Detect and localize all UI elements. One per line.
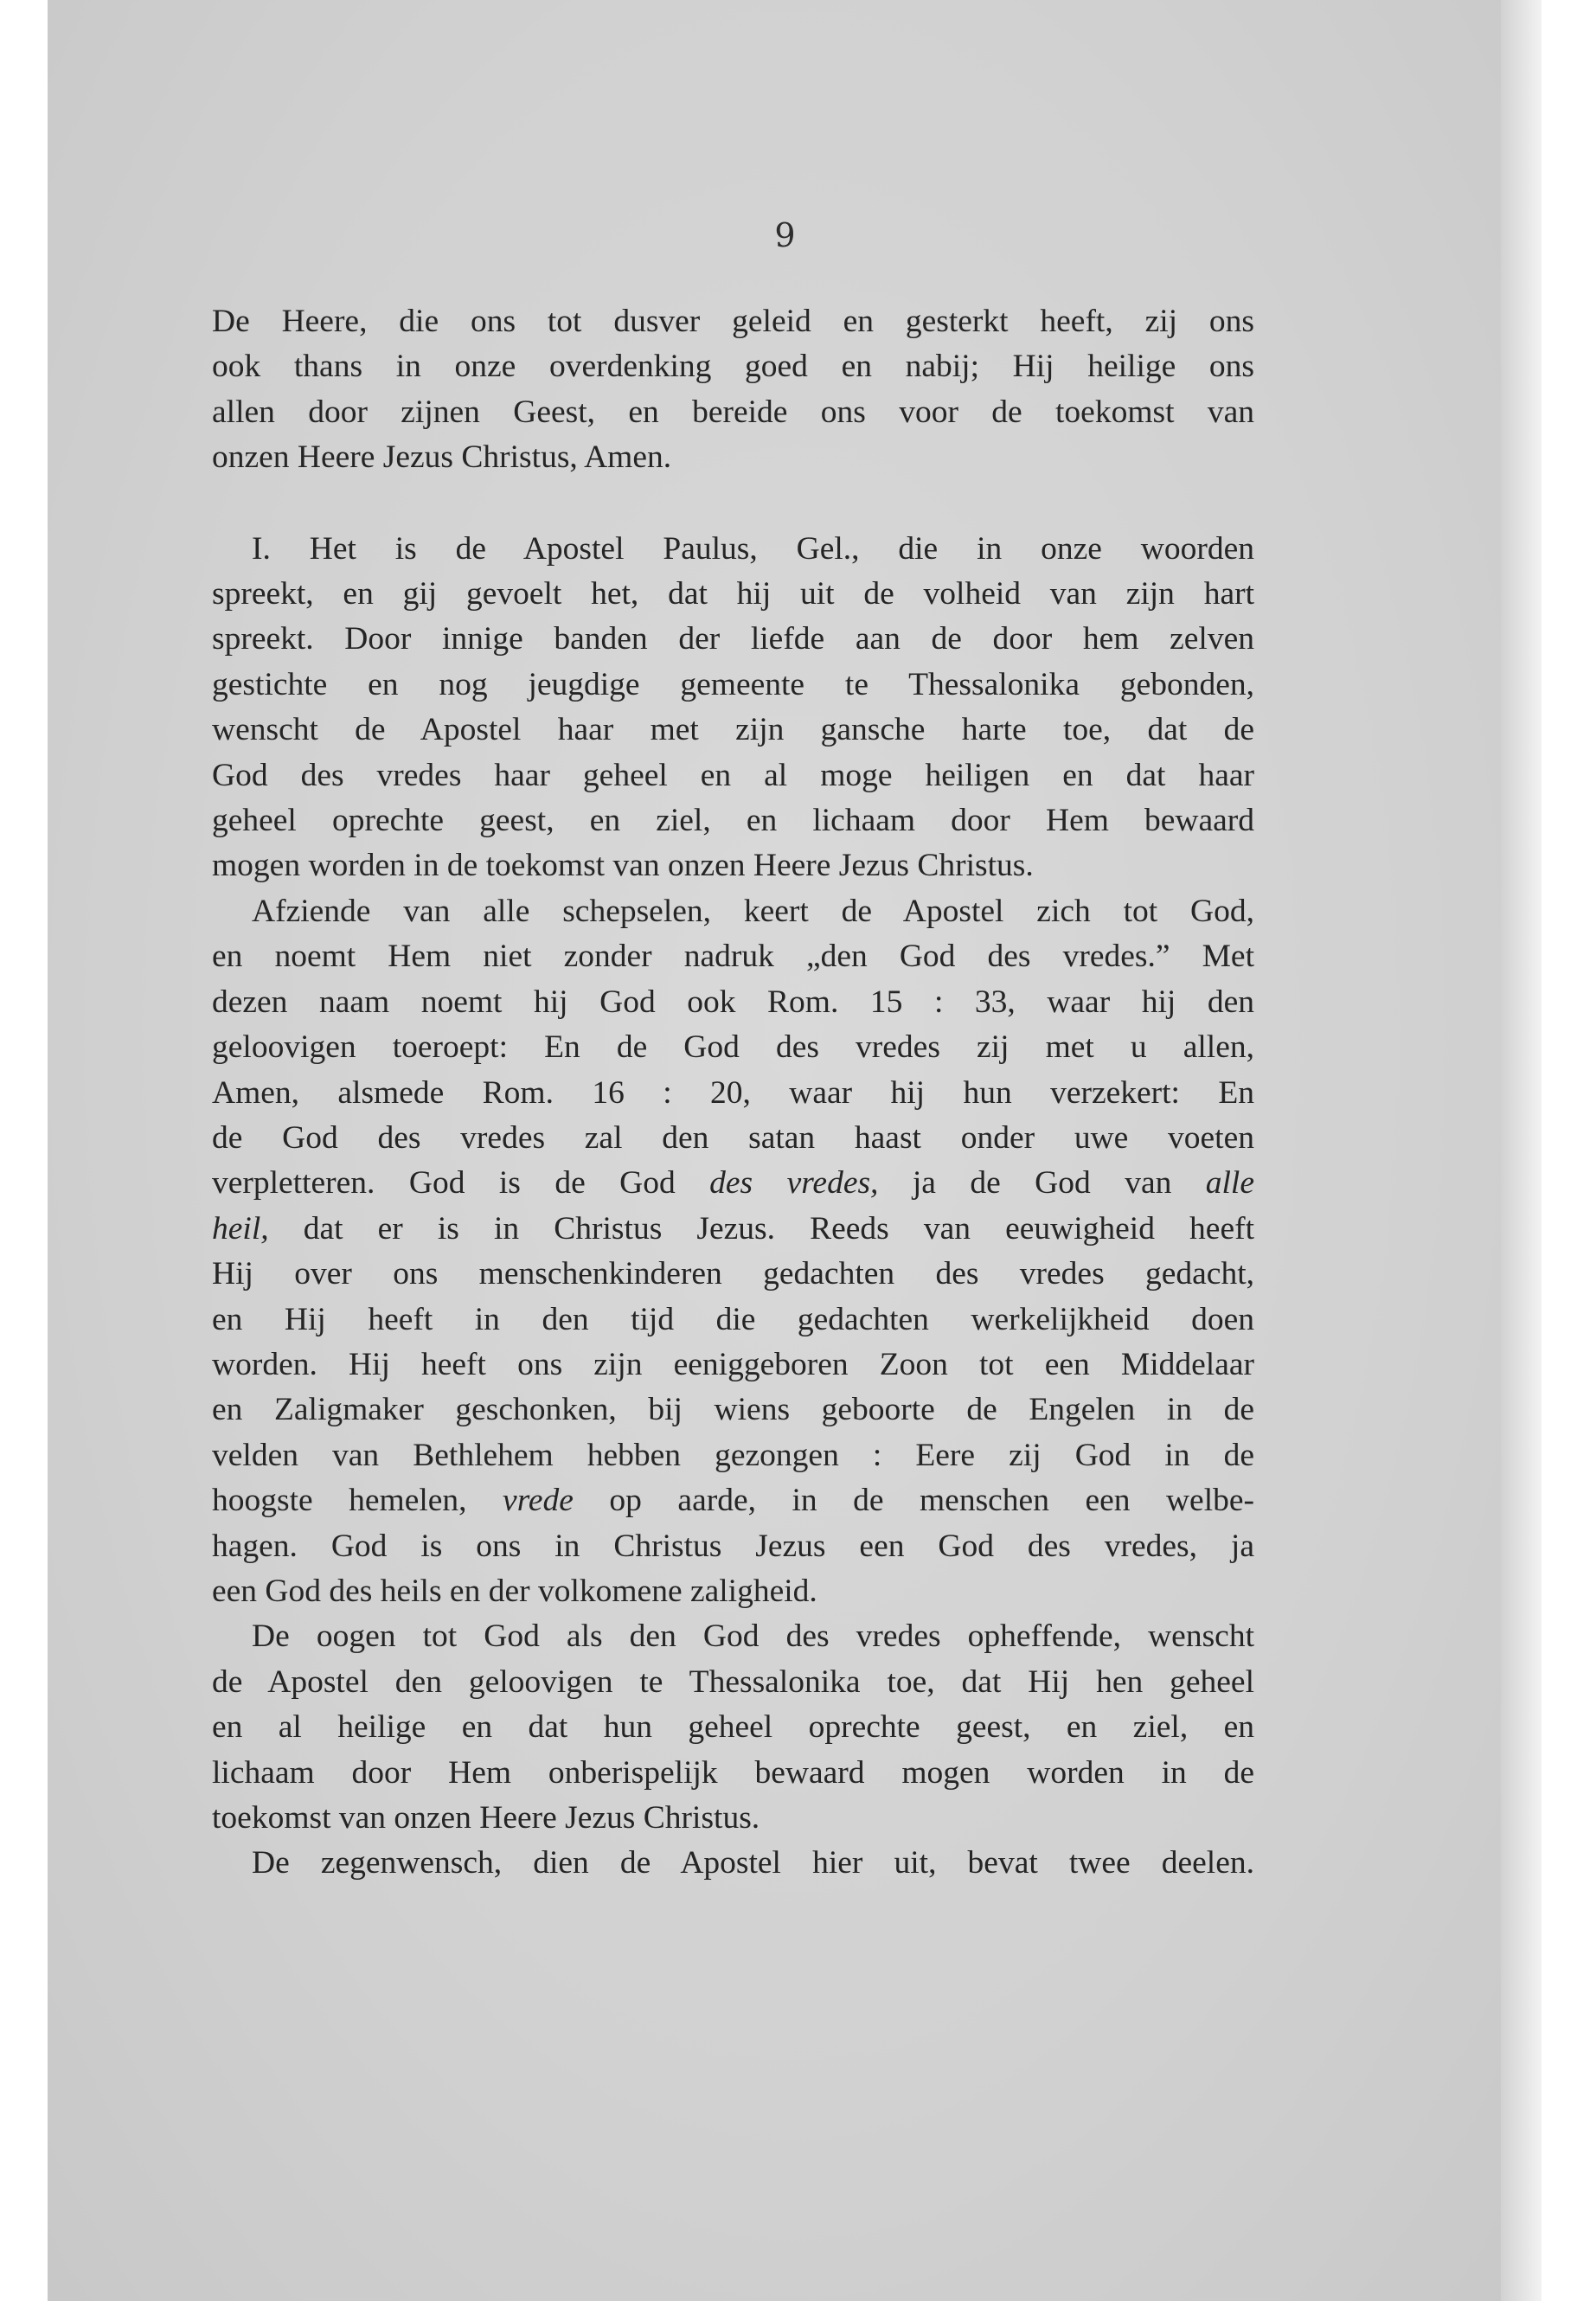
text-line: gestichte en nog jeugdige gemeente te Thessalonika gebonden, [212, 666, 1254, 702]
text-line [212, 1478, 1254, 1523]
text-line [212, 1207, 1254, 1252]
text-line: en al heilige en dat hun geheel oprechte geest, en ziel, en [212, 1709, 1254, 1746]
text-line: I. Het is de Apostel Paulus, Gel., die in onze woorden [252, 530, 1254, 567]
paragraph-5 [212, 1841, 1254, 1886]
text-line: mogen worden in de toekomst van onzen Heere Jezus Christus. [212, 848, 1034, 884]
text-line: de Apostel den geloovigen te Thessalonika toe, dat Hij hen geheel [212, 1663, 1254, 1700]
text-line: en Zaligmaker geschonken, bij wiens geboorte de Engelen in de [212, 1392, 1254, 1428]
text-line [212, 1161, 1254, 1206]
text-line: geheel oprechte geest, en ziel, en lichaam door Hem bewaard [212, 803, 1254, 839]
text-line: wenscht de Apostel haar met zijn gansche harte toe, dat de [212, 712, 1254, 748]
text-line: Amen, alsmede Rom. 16 : 20, waar hij hun verzekert: En [212, 1074, 1254, 1111]
text-line: velden van Bethlehem hebben gezongen : Eere zij God in de [212, 1437, 1254, 1473]
text-line: dezen naam noemt hij God ook Rom. 15 : 33, waar hij den [212, 984, 1254, 1020]
text-line: De Heere, die ons tot dusver geleid en gesterkt heeft, zij ons [212, 304, 1254, 339]
text-fragment: verpletteren. God is de God [212, 1165, 710, 1202]
text-line: De zegenwensch, dien de Apostel hier uit, bevat twee deelen. [252, 1845, 1254, 1881]
italic-fragment: vrede [503, 1483, 574, 1519]
italic-fragment: des vredes, [709, 1165, 879, 1202]
text-line: de God des vredes zal den satan haast onder uwe voeten [212, 1119, 1254, 1156]
text-line: worden. Hij heeft ons zijn eeniggeboren Zoon tot een Middelaar [212, 1346, 1254, 1382]
text-line: allen door zijnen Geest, en bereide ons voor de toekomst van [212, 394, 1254, 430]
paragraph-4 [212, 1614, 1254, 1841]
text-line: geloovigen toeroept: En de God des vredes zij met u allen, [212, 1029, 1254, 1066]
italic-fragment: heil, [212, 1210, 269, 1247]
text-line: ook thans in onze overdenking goed en nabij; Hij heilige ons [212, 349, 1254, 385]
text-fragment: op aarde, in de menschen een welbe- [573, 1483, 1254, 1519]
text-line: Afziende van alle schepselen, keert de Apostel zich tot God, [252, 893, 1254, 929]
text-line: en Hij heeft in den tijd die gedachten werkelijkheid doen [212, 1301, 1254, 1337]
italic-fragment: alle [1205, 1165, 1254, 1202]
text-fragment: ja de God van [878, 1165, 1206, 1202]
text-line: Hij over ons menschenkinderen gedachten des vredes gedacht, [212, 1256, 1254, 1292]
text-line: onzen Heere Jezus Christus, Amen. [212, 439, 672, 476]
paragraph-2 [212, 527, 1254, 889]
text-fragment: dat er is in Christus Jezus. Reeds van eeuwigheid heeft [268, 1210, 1254, 1247]
text-line: spreekt. Door innige banden der liefde aan de door hem zelven [212, 621, 1254, 657]
text-line: God des vredes haar geheel en al moge heiligen en dat haar [212, 757, 1254, 793]
paragraph-spacer [212, 481, 1254, 527]
text-line: hagen. God is ons in Christus Jezus een God des vredes, ja [212, 1528, 1254, 1564]
paragraph-1 [212, 299, 1254, 481]
text-line: en noemt Hem niet zonder nadruk „den God des vredes.” Met [212, 939, 1254, 975]
text-line: een God des heils en der volkomene zaligheid. [212, 1573, 817, 1609]
text-fragment: hoogste hemelen, [212, 1483, 503, 1519]
body-text [212, 299, 1254, 1887]
page-edge-shadow [1501, 0, 1542, 2301]
text-line: lichaam door Hem onberispelijk bewaard mogen worden in de [212, 1754, 1254, 1791]
page-number: 9 [774, 216, 796, 254]
text-line: De oogen tot God als den God des vredes opheffende, wenscht [252, 1618, 1254, 1655]
paragraph-3 [212, 889, 1254, 1615]
text-line: toekomst van onzen Heere Jezus Christus. [212, 1800, 760, 1836]
text-line: spreekt, en gij gevoelt het, dat hij uit de volheid van zijn hart [212, 576, 1254, 612]
